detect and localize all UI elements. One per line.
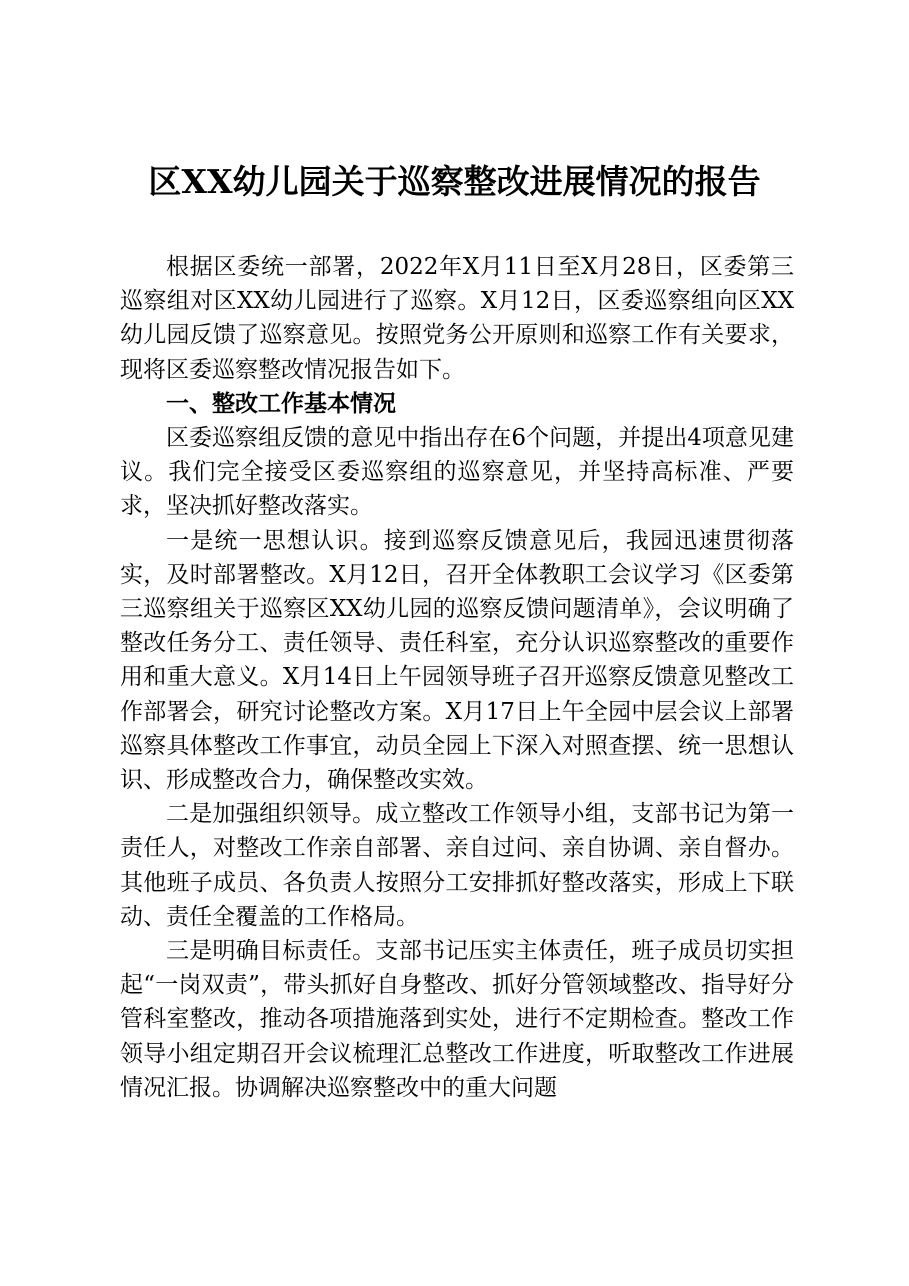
paragraph-intro: 根据区委统一部署，2022年X月11日至X月28日，区委第三巡察组对区XX幼儿园进行了巡察。X月12日，区委巡察组向区XX幼儿园反馈了巡察意见。按照党务公开原则和巡察工作有关要求，现将区委巡察整改情况报告如下。 [120,254,794,383]
document-body [120,250,794,1105]
document-title: 区XX幼儿园关于巡察整改进展情况的报告 [148,162,761,201]
paragraph-organization-leadership: 二是加强组织领导。成立整改工作领导小组，支部书记为第一责任人，对整改工作亲自部署、亲自过问、亲自协调、亲自督办。其他班子成员、各负责人按照分工安排抓好整改落实，形成上下联动、责任全覆盖的工作格局。 [120,801,794,930]
section-heading-basic-situation: 一、整改工作基本情况 [166,390,396,417]
paragraph-target-responsibility: 三是明确目标责任。支部书记压实主体责任，班子成员切实担起“一岗双责”，带头抓好自身整改、抓好分管领域整改、指导好分管科室整改，推动各项措施落到实处，进行不定期检查。整改工作领导小组定期召开会议梳理汇总整改工作进度，听取整改工作进展情况汇报。协调解决巡察整改中的重大问题 [120,938,794,1101]
paragraph-overview: 区委巡察组反馈的意见中指出存在6个问题，并提出4项意见建议。我们完全接受区委巡察组的巡察意见，并坚持高标准、严要求，坚决抓好整改落实。 [120,425,794,520]
paragraph-unify-thinking: 一是统一思想认识。接到巡察反馈意见后，我园迅速贯彻落实，及时部署整改。X月12日，召开全体教职工会议学习《区委第三巡察组关于巡察区XX幼儿园的巡察反馈问题清单》，会议明确了整改任务分工、责任领导、责任科室，充分认识巡察整改的重要作用和重大意义。X月14日上午园领导班子召开巡察反馈意见整改工作部署会，研究讨论整改方案。X月17日上午全园中层会议上部署巡察具体整改工作事宜，动员全园上下深入对照查摆、统一思想认识、形成整改合力，确保整改实效。 [120,527,794,794]
